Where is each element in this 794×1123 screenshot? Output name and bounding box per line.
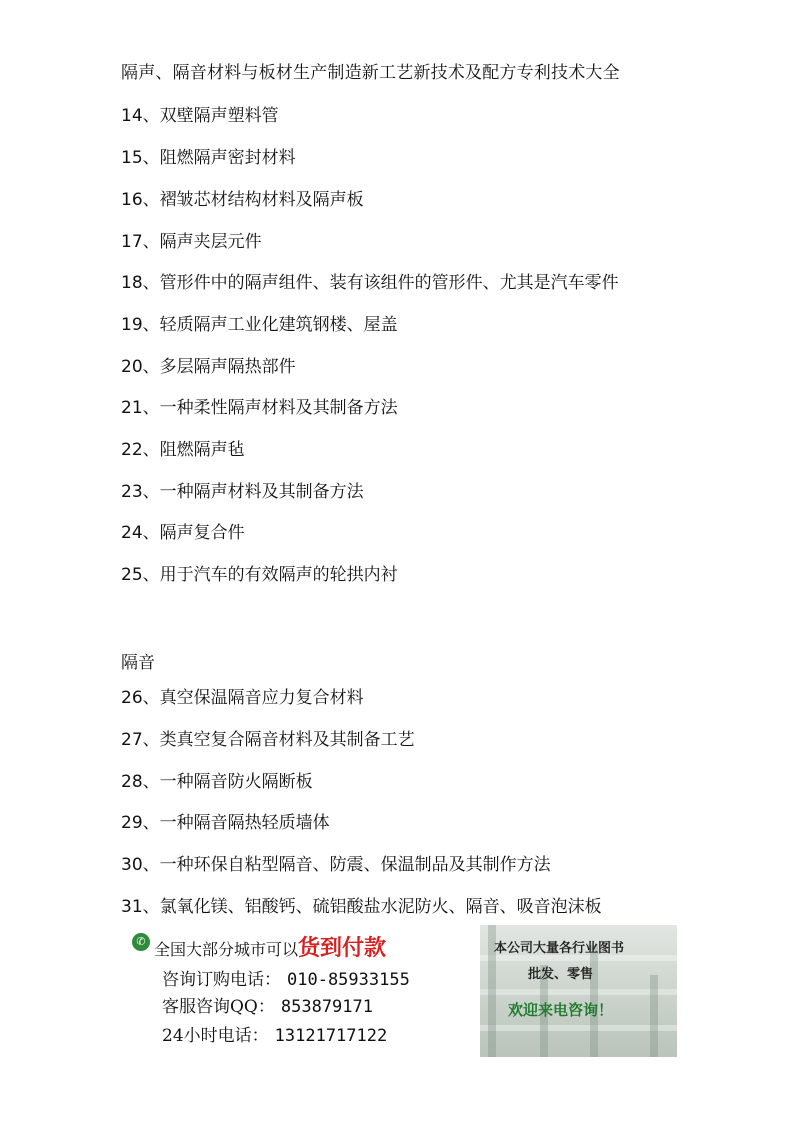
list-item: 27、类真空复合隔音材料及其制备工艺 <box>121 730 415 750</box>
document-title: 隔声、隔音材料与板材生产制造新工艺新技术及配方专利技术大全 <box>121 63 620 83</box>
order-phone-line <box>162 965 410 990</box>
hotline-label: 24小时电话： <box>162 1026 269 1046</box>
order-phone-label: 咨询订购电话： <box>162 970 281 990</box>
cod-prefix: 全国大部分城市可以 <box>154 940 299 959</box>
list-item: 28、一种隔音防火隔断板 <box>121 772 313 792</box>
list-item: 23、一种隔声材料及其制备方法 <box>121 482 364 502</box>
cod-line <box>154 931 386 962</box>
phone-icon: ✆ <box>132 933 150 951</box>
list-item: 22、阻燃隔声毡 <box>121 440 245 460</box>
shelf-decoration <box>650 975 658 1057</box>
list-item: 15、阻燃隔声密封材料 <box>121 148 296 168</box>
list-item: 16、褶皱芯材结构材料及隔声板 <box>121 190 364 210</box>
qq-label: 客服咨询QQ： <box>162 997 275 1017</box>
list-item: 17、隔声夹层元件 <box>121 232 262 252</box>
hotline-line <box>162 1021 387 1046</box>
list-item: 18、管形件中的隔声组件、装有该组件的管形件、尤其是汽车零件 <box>121 273 619 293</box>
welcome-call: 欢迎来电咨询！ <box>508 1001 614 1019</box>
list-item: 29、一种隔音隔热轻质墙体 <box>121 813 330 833</box>
list-item: 19、轻质隔声工业化建筑钢楼、屋盖 <box>121 315 398 335</box>
list-item: 25、用于汽车的有效隔声的轮拱内衬 <box>121 565 398 585</box>
qq-line <box>162 992 373 1017</box>
bookstore-photo-panel <box>480 925 677 1057</box>
list-item: 24、隔声复合件 <box>121 523 245 543</box>
section-heading: 隔音 <box>121 653 155 673</box>
shelf-decoration <box>480 989 677 995</box>
shelf-decoration <box>480 1025 677 1031</box>
list-item: 14、双壁隔声塑料管 <box>121 106 279 126</box>
list-item: 31、氯氧化镁、铝酸钙、硫铝酸盐水泥防火、隔音、吸音泡沫板 <box>121 897 602 917</box>
list-item: 30、一种环保自粘型隔音、防震、保温制品及其制作方法 <box>121 855 551 875</box>
contact-banner <box>120 925 677 1057</box>
qq-value: 853879171 <box>280 997 373 1017</box>
list-item: 26、真空保温隔音应力复合材料 <box>121 688 364 708</box>
wholesale-retail: 批发、零售 <box>528 967 594 982</box>
list-item: 21、一种柔性隔声材料及其制备方法 <box>121 398 398 418</box>
wholesale-notice: 本公司大量各行业图书 <box>494 941 625 956</box>
order-phone-value: 010-85933155 <box>287 970 410 990</box>
contact-info-panel <box>120 925 475 1057</box>
list-item: 20、多层隔声隔热部件 <box>121 357 296 377</box>
hotline-value: 13121717122 <box>274 1026 388 1046</box>
cod-highlight: 货到付款 <box>298 935 387 961</box>
